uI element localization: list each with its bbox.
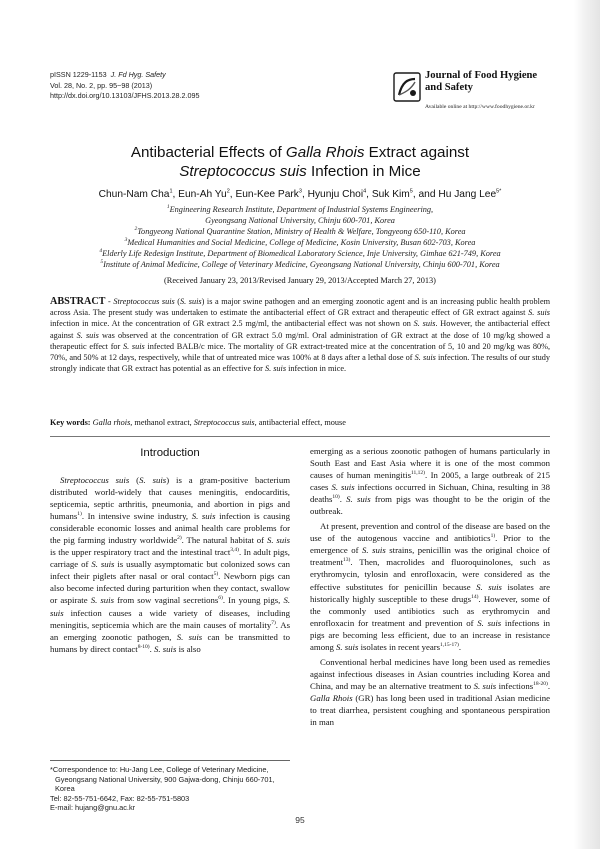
abstract-text-italic: S. suis bbox=[264, 364, 287, 374]
body-text: . bbox=[339, 494, 347, 505]
article-title bbox=[40, 143, 560, 181]
affiliation-marker: 5 bbox=[100, 258, 104, 265]
citation-marker: 10) bbox=[332, 494, 340, 501]
abstract-text: infection in mice. At the concentration of GR extract 2.5 mg/ml, the antibacterial effect was not shown on bbox=[50, 319, 414, 329]
affiliation-line bbox=[40, 260, 560, 271]
body-text-italic: S. suis bbox=[90, 595, 115, 606]
abstract-text: ( bbox=[174, 297, 181, 306]
body-text: . In young pigs, bbox=[222, 595, 284, 606]
abstract-text: . However, the antibacterial effect against bbox=[50, 319, 551, 340]
body-text-italic: S. suis bbox=[139, 475, 167, 485]
affiliation-text: Elderly Life Redesign Institute, Department of Biomedical Laboratory Science, Inje University, Gimhae 621-749, Korea bbox=[102, 248, 501, 258]
citation-marker: 14) bbox=[471, 593, 479, 600]
body-text: infection is causing considerable economic losses and animal health care problems for the pig farming industry worldwide bbox=[50, 511, 290, 546]
footnote-line: Gyeongsang National University, 900 Gajwa-dong, Chinju 660-701, bbox=[55, 774, 275, 784]
body-text-italic: Streptococcus suis bbox=[60, 475, 130, 485]
affiliation-line bbox=[40, 227, 560, 238]
author-affiliation-marker: 1 bbox=[169, 188, 173, 195]
body-text-italic: S. suis bbox=[176, 631, 203, 642]
body-text: can be transmitted to humans by direct contact bbox=[50, 631, 290, 654]
citation-marker: 11,12) bbox=[411, 470, 426, 477]
affiliation-text: Institute of Animal Medicine, College of Veterinary Medicine, Gyeongsang National University, Chinju 600-701, Korea bbox=[103, 259, 500, 269]
abstract-text: was observed at the concentration of GR extract 5.0 mg/ml. Oral administration of GR extract at the dose of 10 mg/kg showed a therapeutic effect for bbox=[50, 330, 550, 351]
logo-title-line-2: and Safety bbox=[425, 82, 473, 94]
intro-paragraph-1-continued bbox=[310, 445, 550, 517]
introduction-heading: Introduction bbox=[140, 447, 200, 459]
abstract-text: infection. The results of our study strongly indicate that GR extract has potential as an effective for bbox=[50, 353, 550, 374]
abstract-text: infection in mice. bbox=[286, 364, 347, 374]
body-column-left bbox=[50, 474, 290, 658]
author-affiliation-marker: 2 bbox=[226, 188, 230, 195]
issn-line bbox=[50, 70, 199, 81]
body-text: infections bbox=[496, 680, 534, 691]
citation-marker: 1) bbox=[490, 533, 496, 540]
body-text: At present, prevention and control of the disease are based on the use of the autogenous vaccine and antibiotics bbox=[310, 521, 550, 544]
body-text: ) is a gram-positive bacterium distributed world-widely that causes meningitis, endocarditis, septicemia, septic arthritis, pneumonia, and abortion in pigs and humans bbox=[50, 475, 291, 522]
title-part: Infection in Mice bbox=[306, 163, 421, 180]
received-dates: (Received January 23, 2013/Revised January 29, 2013/Accepted March 27, 2013) bbox=[164, 276, 436, 285]
body-text-italic: S. suis bbox=[91, 559, 115, 570]
affiliation-marker: 3 bbox=[124, 236, 128, 243]
abstract-text: infected BALB/c mice. The mortality of GR extract-treated mice at the concentration of 5, 10 and 20 mg/kg was 80%, 70%, and 50% at 12 days, respectively, while that of untreated mice was 100% at 8 days after a lethal dose of bbox=[50, 341, 551, 363]
body-text-italic: S. suis bbox=[336, 641, 359, 652]
footnote-email[interactable]: E-mail: hujang@gnu.ac.kr bbox=[50, 803, 136, 812]
keywords-label: Key words: bbox=[50, 418, 91, 427]
abstract-text: - bbox=[105, 297, 114, 306]
body-text: . bbox=[547, 680, 550, 691]
author-name: Eun-Kee Park bbox=[235, 189, 299, 200]
journal-logo-title bbox=[425, 70, 537, 94]
body-text: . Then, macrolides and fluoroquinolones, such as erythromycin, tylosin and enrofloxacin, were considered as the effective substitutes for penicillin because bbox=[310, 557, 550, 592]
body-text-italic: S. suis bbox=[473, 680, 497, 691]
journal-logo-icon bbox=[393, 72, 421, 102]
body-text: . The natural habitat of bbox=[181, 535, 267, 546]
abstract bbox=[50, 296, 550, 374]
body-text: Conventional herbal medicines have long been used as remedies against infectious diseases in Asian countries including Korea and China, and may be an alternative treatment to bbox=[310, 656, 550, 691]
body-text: infections occurred in Sichuan, China, resulting in 38 deaths bbox=[310, 482, 551, 505]
body-text-italic: S. suis bbox=[50, 595, 291, 618]
title-part: Antibacterial Effects of bbox=[130, 144, 286, 161]
body-text: . Prior to the emergence of bbox=[310, 533, 550, 556]
author-name: Hu Jang Lee bbox=[438, 189, 497, 200]
abstract-text-italic: S. suis bbox=[413, 319, 436, 329]
body-text-italic: Galla Rhois bbox=[310, 692, 353, 703]
affiliation-text: Gyeongsang National University, Chinju 600-701, Korea bbox=[205, 215, 395, 225]
keyword-text: , methanol extract, bbox=[130, 418, 194, 427]
intro-paragraph-3 bbox=[310, 656, 550, 728]
correspondence-footnote bbox=[50, 765, 290, 813]
affiliation-marker: 2 bbox=[134, 226, 138, 233]
body-text-italic: S. suis bbox=[266, 535, 290, 546]
author-name: Eun-Ah Yu bbox=[178, 189, 227, 200]
section-divider bbox=[50, 436, 550, 437]
affiliation-list bbox=[40, 205, 560, 270]
body-text: strains, penicillin was the original choice of treatment bbox=[310, 545, 550, 568]
body-text-italic: S. suis bbox=[346, 494, 371, 505]
body-text: . bbox=[458, 641, 462, 652]
body-text-italic: S. suis bbox=[476, 581, 502, 592]
affiliation-line bbox=[40, 216, 560, 227]
title-line-1 bbox=[40, 143, 560, 162]
author-affiliation-marker: 5 bbox=[409, 188, 413, 195]
footnote-rule bbox=[50, 760, 290, 761]
logo-title-line-1: Journal of Food Hygiene bbox=[425, 70, 538, 81]
body-text: . bbox=[149, 643, 155, 654]
abstract-text-italic: S. suis bbox=[123, 341, 145, 351]
page-edge-shadow bbox=[574, 0, 600, 849]
affiliation-marker: 4 bbox=[99, 247, 103, 254]
intro-paragraph-2 bbox=[310, 520, 550, 653]
abstract-text-italic: S. suis bbox=[76, 330, 99, 340]
author-list: Chun-Nam Cha$^1$, Eun-Ah Yu$^2$, Eun-Kee Park$^3$, Hyunju Choi$^4$, Suk Kim$^5$, and Hu Jang Lee$^{5*}$ bbox=[98, 188, 502, 200]
citation-marker: 18-20) bbox=[533, 680, 548, 687]
keyword-text-italic: Galla rhois bbox=[92, 418, 131, 427]
keyword-text: , antibacterial effect, mouse bbox=[254, 418, 346, 427]
body-text: (GR) has long been used in traditional Asian medicine to treat diarrhea, persistent coughing and spontaneous perspiration in man bbox=[310, 692, 550, 728]
page-number: 95 bbox=[295, 815, 305, 825]
body-text: . In intensive swine industry, bbox=[81, 511, 192, 522]
body-text: ( bbox=[129, 475, 140, 485]
body-text: from sow vaginal secretions bbox=[114, 595, 219, 606]
body-text-italic: S. suis bbox=[154, 643, 177, 654]
body-text: infection causes a wide variety of diseases, including meningitis, septicemia which are the main causes of mortality bbox=[50, 607, 290, 630]
affiliation-line bbox=[40, 238, 560, 249]
citation-marker: 1,15-17) bbox=[440, 641, 459, 648]
author-affiliation-marker: 4 bbox=[363, 188, 367, 195]
body-text-italic: S. suis bbox=[362, 545, 386, 556]
author-name: Suk Kim bbox=[371, 189, 410, 200]
affiliation-line bbox=[40, 205, 560, 216]
body-text: . As an emerging zoonotic pathogen, bbox=[50, 619, 291, 642]
doi-link[interactable]: http://dx.doi.org/10.13103/JFHS.2013.28.2.095 bbox=[50, 91, 200, 101]
abstract-text: ) is a major swine pathogen and an emerging zoonotic agent and is an increasing public health problem across Asia. The present study was undertaken to estimate the antibacterial effect of GR extract and therapeutic effect of GR extract against bbox=[50, 297, 551, 318]
journal-abbreviation: J. Fd Hyg. Safety bbox=[110, 70, 166, 79]
body-text: is usually asymptomatic but colonized sows can infect their piglets after nasal or oral contact bbox=[50, 559, 290, 582]
abstract-text-italic: S. suis bbox=[528, 308, 550, 318]
body-text: . In adult pigs, carriage of bbox=[50, 547, 290, 570]
affiliation-text: Tongyeong National Quarantine Station, Ministry of Health & Welfare, Tongyeong 650-110, Korea bbox=[137, 226, 466, 236]
author-affiliation-marker: 5* bbox=[496, 188, 502, 195]
body-text-italic: S. suis bbox=[191, 511, 216, 522]
body-text: infections in pigs are becoming less efficient, due to an increase in resistance among bbox=[310, 617, 550, 652]
footnote-line: Tel: 82-55-751-6642, Fax: 82-55-751-5803 bbox=[50, 793, 190, 803]
citation-marker: 3,4) bbox=[230, 547, 239, 554]
citation-marker: 2) bbox=[177, 535, 182, 542]
body-text: is also bbox=[176, 643, 201, 654]
body-text: . However, some of the commonly used antibiotics such as erythromycin and enrofloxacin for treatment and prevention of bbox=[310, 593, 550, 628]
citation-marker: 13) bbox=[343, 557, 351, 564]
body-text-italic: S. suis bbox=[331, 482, 355, 493]
affiliation-text: Engineering Research Institute, Department of Industrial Systems Engineering, bbox=[169, 205, 434, 214]
citation-marker: 8-10) bbox=[137, 643, 150, 650]
author-affiliation-marker: 3 bbox=[298, 188, 302, 195]
issn: pISSN 1229-1153 bbox=[50, 70, 107, 79]
body-text-italic: S. suis bbox=[477, 617, 502, 628]
title-part: Extract against bbox=[364, 144, 470, 161]
body-text: from pigs was thought to be the origin of the outbreak. bbox=[310, 494, 551, 517]
author-name: Chun-Nam Cha bbox=[98, 189, 170, 200]
journal-website-link[interactable]: Available online at http://www.foodhygiene.or.kr bbox=[425, 104, 535, 110]
keywords bbox=[50, 417, 550, 428]
citation-marker: 6) bbox=[218, 595, 223, 602]
body-text: emerging as a serious zoonotic pathogen of humans particularly in South East and East Asia where it is one of the most common causes of human meningitis bbox=[310, 446, 550, 481]
footnote-line: *Correspondence to: Hu-Jang Lee, College of Veterinary Medicine, bbox=[50, 765, 269, 774]
author-name: Hyunju Choi bbox=[307, 189, 364, 200]
body-text: isolates in recent years bbox=[358, 641, 441, 652]
title-line-2 bbox=[40, 162, 560, 181]
citation-marker: 5) bbox=[213, 571, 219, 578]
volume-line: Vol. 28, No. 2, pp. 95~98 (2013) bbox=[50, 80, 153, 90]
body-text: . In 2005, a large outbreak of 215 cases bbox=[310, 470, 550, 493]
citation-marker: 7) bbox=[271, 619, 276, 626]
journal-logo bbox=[393, 66, 553, 116]
affiliation-marker: 1 bbox=[166, 204, 170, 211]
body-text: is the upper respiratory tract and the intestinal tract bbox=[50, 547, 231, 558]
citation-marker: 1) bbox=[77, 511, 82, 518]
abstract-label: ABSTRACT bbox=[50, 296, 106, 307]
keyword-text-italic: Streptococcus suis bbox=[193, 418, 255, 427]
body-column-right bbox=[310, 445, 550, 731]
affiliation-line bbox=[40, 249, 560, 260]
abstract-text-italic: S. suis bbox=[414, 353, 436, 363]
body-text: isolates are historically highly susceptible to these drugs bbox=[310, 581, 550, 604]
intro-paragraph-1 bbox=[50, 474, 290, 655]
abstract-text-italic: S. suis bbox=[180, 297, 202, 306]
journal-header-info bbox=[50, 70, 199, 102]
affiliation-text: Medical Humanities and Social Medicine, College of Medicine, Kosin University, Busan 602-703, Korea bbox=[127, 237, 476, 247]
body-text: . Newborn pigs can also become infected during parturition when they contact, swallow or aspirate bbox=[50, 571, 290, 606]
abstract-text-italic: Streptococcus suis bbox=[113, 297, 175, 306]
title-part-italic: Galla Rhois bbox=[285, 144, 365, 161]
title-part-italic: Streptococcus suis bbox=[179, 163, 307, 180]
footnote-line: Korea bbox=[55, 784, 75, 793]
